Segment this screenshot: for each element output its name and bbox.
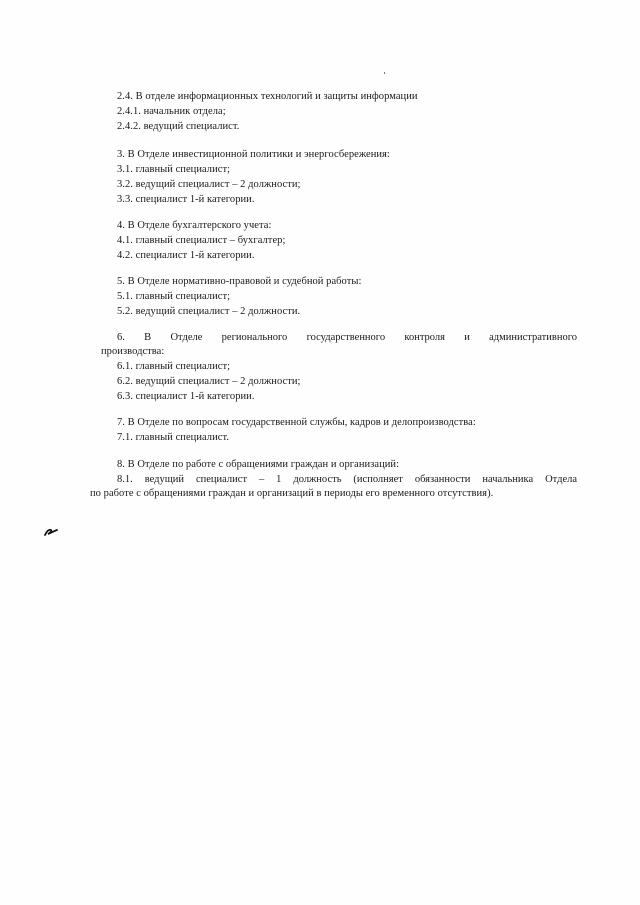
list-item: 8.1. ведущий специалист – 1 должность (исполняет обязанности начальника Отдела (117, 474, 577, 485)
list-item: 4.1. главный специалист – бухгалтер; (117, 235, 286, 246)
section-heading: 7. В Отделе по вопросам государственной службы, кадров и делопроизводства: (117, 417, 476, 428)
section-heading: 3. В Отделе инвестиционной политики и энергосбережения: (117, 149, 390, 160)
list-item: 3.3. специалист 1-й категории. (117, 194, 255, 205)
list-item: 5.1. главный специалист; (117, 291, 231, 302)
section-heading: 2.4. В отделе информационных технологий и защиты информации (117, 91, 418, 102)
list-item: 6.3. специалист 1-й категории. (117, 391, 255, 402)
section-heading: 8. В Отделе по работе с обращениями граждан и организаций: (117, 459, 400, 470)
list-item: 6.1. главный специалист; (117, 361, 231, 372)
section-heading: 5. В Отделе нормативно-правовой и судебной работы: (117, 276, 362, 287)
handwritten-mark (44, 527, 58, 537)
list-item: 6.2. ведущий специалист – 2 должности; (117, 376, 301, 387)
scan-speck (384, 72, 385, 74)
list-item: 7.1. главный специалист. (117, 432, 229, 443)
section-heading: 6. В Отделе регионального государственного контроля и административного (117, 332, 577, 343)
list-item-continuation: по работе с обращениями граждан и организаций в периоды его временного отсутствия). (90, 488, 494, 499)
list-item: 2.4.2. ведущий специалист. (117, 121, 240, 132)
section-heading-continuation: производства: (101, 346, 165, 357)
list-item: 5.2. ведущий специалист – 2 должности. (117, 306, 301, 317)
section-heading: 4. В Отделе бухгалтерского учета: (117, 220, 272, 231)
list-item: 3.1. главный специалист; (117, 164, 231, 175)
list-item: 3.2. ведущий специалист – 2 должности; (117, 179, 301, 190)
list-item: 2.4.1. начальник отдела; (117, 106, 226, 117)
list-item: 4.2. специалист 1-й категории. (117, 250, 255, 261)
